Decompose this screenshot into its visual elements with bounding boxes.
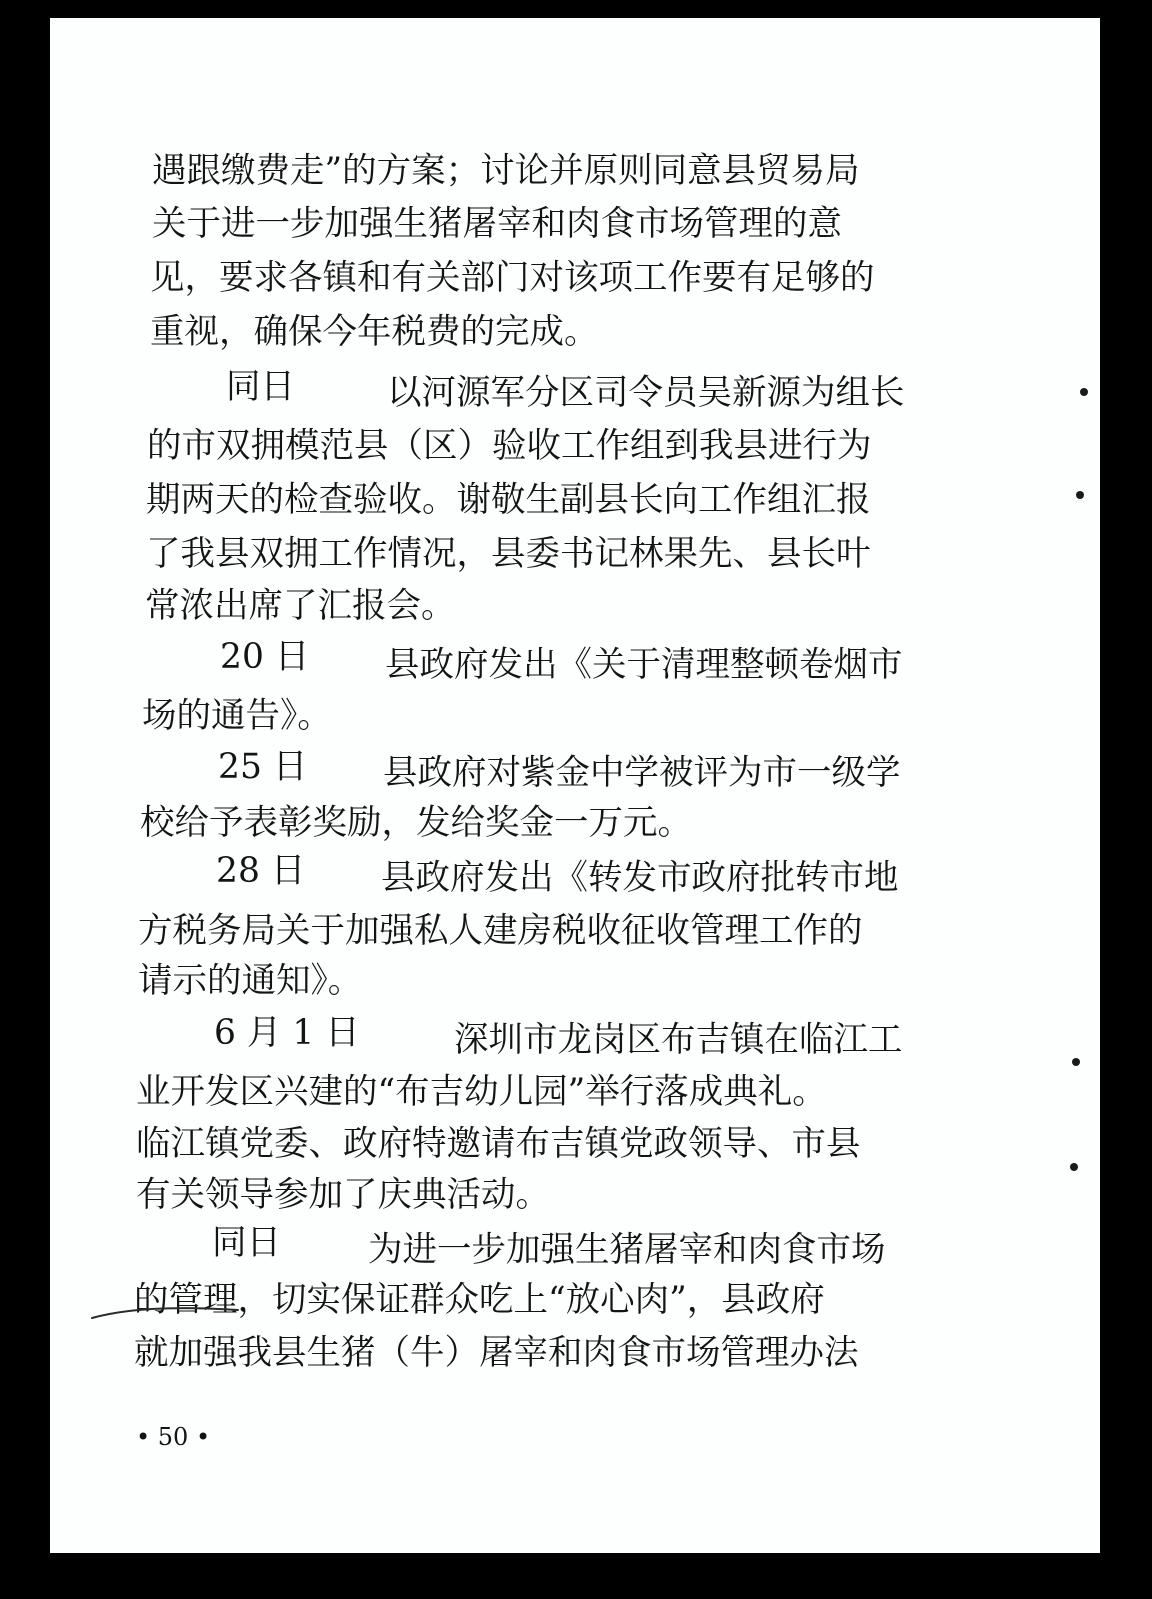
- binding-mark: [1080, 388, 1088, 396]
- text-line: 场的通告》。: [142, 696, 332, 736]
- entry-date: 25 日: [218, 747, 308, 787]
- text-line: 重视，确保今年税费的完成。: [150, 312, 599, 352]
- text-line: 深圳市龙岗区布吉镇在临江工: [454, 1020, 903, 1060]
- page-number: • 50 •: [136, 1423, 211, 1451]
- binding-mark: [1076, 491, 1084, 499]
- text-line: 县政府发出《转发市政府批转市地: [381, 858, 899, 898]
- text-line: 方税务局关于加强私人建房税收征收管理工作的: [138, 911, 863, 951]
- text-line: 为进一步加强生猪屠宰和肉食市场: [368, 1230, 886, 1270]
- text-line: 校给予表彰奖励，发给奖金一万元。: [140, 803, 692, 843]
- entry-date: 6 月 1 日: [214, 1013, 360, 1053]
- text-line: 了我县双拥工作情况，县委书记林果先、县长叶: [146, 534, 871, 574]
- text-line: 的市双拥模范县（区）验收工作组到我县进行为: [147, 426, 872, 466]
- text-line: 见，要求各镇和有关部门对该项工作要有足够的: [150, 258, 875, 298]
- binding-mark: [1070, 1163, 1078, 1171]
- text-line: 县政府发出《关于清理整顿卷烟市: [385, 645, 903, 685]
- text-line: 常浓出席了汇报会。: [145, 586, 456, 626]
- text-line: 期两天的检查验收。谢敬生副县长向工作组汇报: [146, 480, 871, 520]
- text-line: 以河源军分区司令员吴新源为组长: [387, 373, 905, 413]
- text-line: 临江镇党委、政府特邀请布吉镇党政领导、市县: [136, 1124, 861, 1164]
- text-line: 就加强我县生猪（牛）屠宰和肉食市场管理办法: [134, 1333, 859, 1373]
- document-page: [50, 18, 1100, 1553]
- text-line: 业开发区兴建的“布吉幼儿园”举行落成典礼。: [136, 1072, 827, 1112]
- entry-date: 20 日: [220, 637, 310, 677]
- text-line: 有关领导参加了庆典活动。: [136, 1175, 550, 1215]
- text-line: 的管理，切实保证群众吃上“放心肉”，县政府: [134, 1280, 825, 1320]
- entry-date: 同日: [226, 367, 295, 407]
- text-line: 请示的通知》。: [138, 961, 363, 1001]
- binding-mark: [1072, 1058, 1080, 1066]
- pen-stroke: [88, 1300, 248, 1330]
- text-line: 遇跟缴费走”的方案；讨论并原则同意县贸易局: [152, 151, 860, 191]
- text-line: 关于进一步加强生猪屠宰和肉食市场管理的意: [152, 204, 842, 244]
- entry-date: 同日: [212, 1223, 281, 1263]
- text-line: 县政府对紫金中学被评为市一级学: [383, 753, 901, 793]
- entry-date: 28 日: [216, 851, 306, 891]
